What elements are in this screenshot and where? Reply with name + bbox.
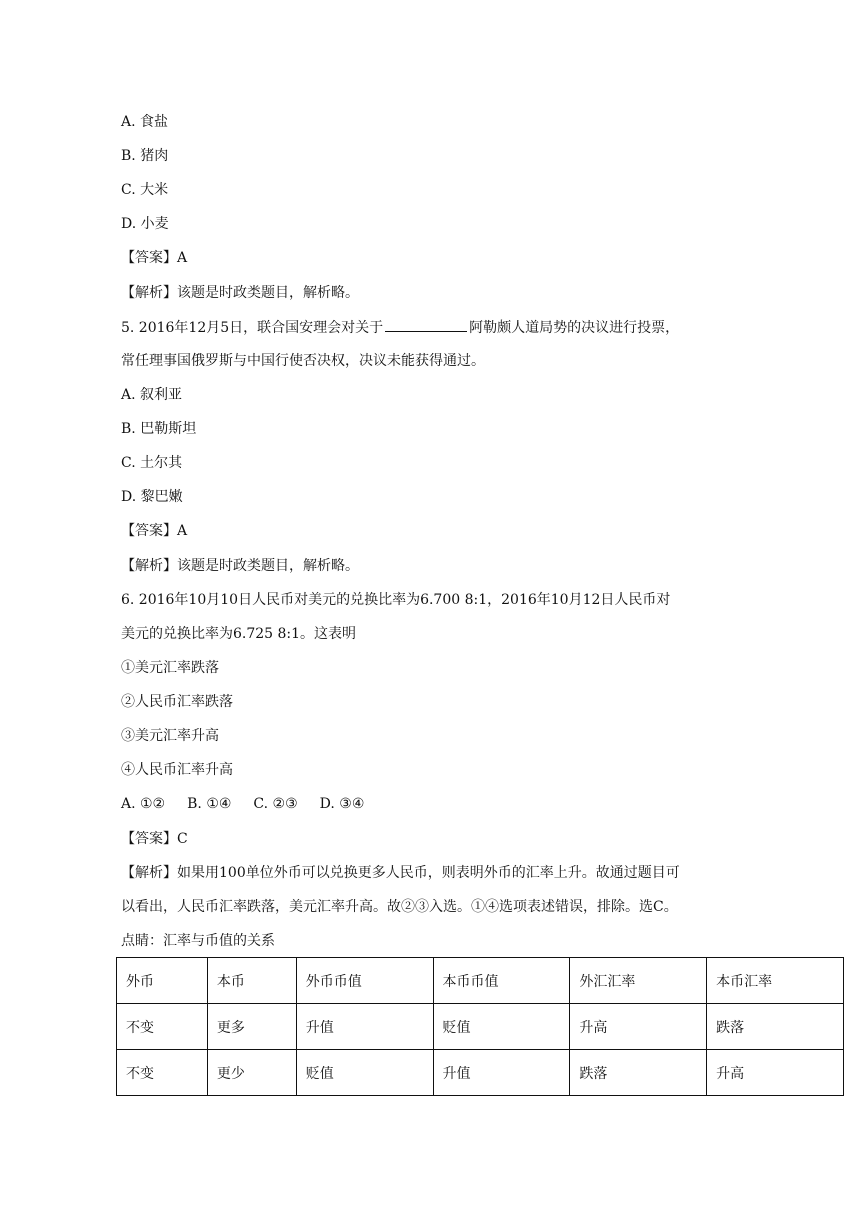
q5-option-d: D. 黎巴嫩 [121,489,183,505]
table-header-cell: 外汇汇率 [570,958,707,1004]
q6-note: 点睛：汇率与币值的关系 [121,933,275,949]
table-row [117,1004,844,1050]
q4-answer: 【答案】A [121,250,188,266]
table-cell: 不变 [117,1004,208,1050]
q6-stem-line2: 美元的兑换比率为6.725 8:1。这表明 [121,626,357,642]
q6-statement-3: ③美元汇率升高 [121,728,219,744]
q4-option-c: C. 大米 [121,182,169,198]
q4-analysis: 【解析】该题是时政类题目，解析略。 [121,285,359,301]
q6-choice-c: C. ②③ [253,796,298,812]
table-cell: 升值 [296,1004,433,1050]
table-cell: 升高 [707,1050,844,1096]
q6-choice-d: D. ③④ [319,796,365,812]
table-cell: 贬值 [296,1050,433,1096]
table-cell: 跌落 [707,1004,844,1050]
table-header-cell: 外币 [117,958,208,1004]
q6-statement-4: ④人民币汇率升高 [121,762,233,778]
q6-statement-1: ①美元汇率跌落 [121,660,219,676]
table-row [117,1050,844,1096]
table-cell: 更多 [207,1004,296,1050]
q5-option-a: A. 叙利亚 [121,387,183,403]
fill-in-blank [385,317,467,332]
q6-analysis-line1: 【解析】如果用100单位外币可以兑换更多人民币，则表明外币的汇率上升。故通过题目可 [121,865,680,881]
q4-option-a: A. 食盐 [121,114,169,130]
q5-stem-line1 [121,317,679,338]
table-header-row [117,958,844,1004]
q6-statement-2: ②人民币汇率跌落 [121,694,233,710]
q4-option-d: D. 小麦 [121,216,169,232]
q4-option-b: B. 猪肉 [121,148,169,164]
q5-stem-after: 阿勒颇人道局势的决议进行投票， [469,320,680,336]
table-cell: 贬值 [433,1004,570,1050]
q6-answer: 【答案】C [121,831,188,847]
table-header-cell: 本币 [207,958,296,1004]
q5-option-b: B. 巴勒斯坦 [121,421,197,437]
q6-choice-a: A. ①② [121,796,166,812]
table-cell: 升高 [570,1004,707,1050]
q6-stem-line1: 6. 2016年10月10日人民币对美元的兑换比率为6.700 8:1，2016年10月12日人民币对 [121,592,671,608]
q5-option-c: C. 土尔其 [121,455,183,471]
exchange-rate-table [116,957,844,1096]
q5-analysis: 【解析】该题是时政类题目，解析略。 [121,558,359,574]
q6-choices [121,794,364,814]
q5-answer: 【答案】A [121,523,188,539]
table-cell: 跌落 [570,1050,707,1096]
table-cell: 升值 [433,1050,570,1096]
q6-choice-b: B. ①④ [187,796,232,812]
table-cell: 更少 [207,1050,296,1096]
table-header-cell: 本币币值 [433,958,570,1004]
q6-analysis-line2: 以看出，人民币汇率跌落，美元汇率升高。故②③入选。①④选项表述错误，排除。选C。 [121,899,678,915]
table-header-cell: 本币汇率 [707,958,844,1004]
table-cell: 不变 [117,1050,208,1096]
table-header-cell: 外币币值 [296,958,433,1004]
q5-stem-before: 5. 2016年12月5日，联合国安理会对关于 [121,320,384,336]
q5-stem-line2: 常任理事国俄罗斯与中国行使否决权，决议未能获得通过。 [121,353,485,369]
